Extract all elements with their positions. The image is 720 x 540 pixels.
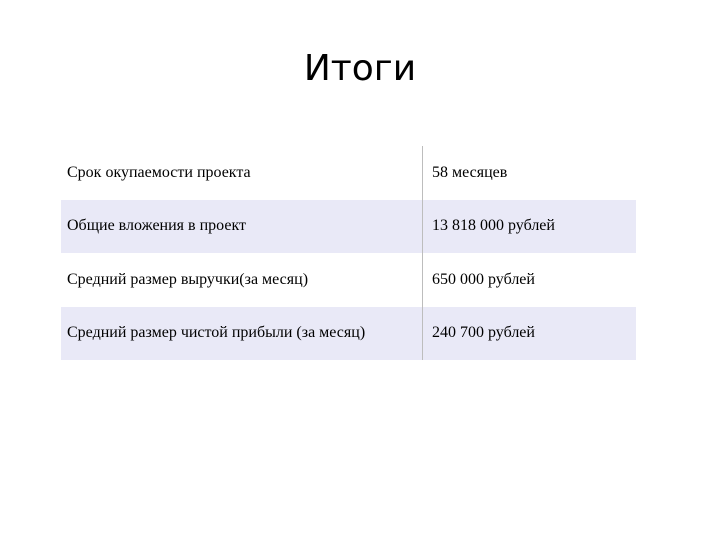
row-value: 240 700 рублей [432, 324, 535, 342]
results-table [61, 146, 636, 360]
table-row [61, 307, 636, 361]
slide-title-text: Итоги [303, 48, 417, 89]
table-row [61, 253, 636, 307]
row-value: 650 000 рублей [432, 270, 535, 288]
row-label: Средний размер выручки(за месяц) [67, 270, 309, 288]
table-row [61, 200, 636, 254]
row-value: 58 месяцев [432, 163, 508, 181]
row-label: Средний размер чистой прибыли (за месяц) [67, 324, 366, 342]
slide-title [0, 42, 720, 96]
row-label: Срок окупаемости проекта [67, 163, 251, 181]
column-divider [422, 146, 423, 360]
row-value: 13 818 000 рублей [432, 217, 555, 235]
row-label: Общие вложения в проект [67, 217, 247, 235]
table-row [61, 146, 636, 200]
